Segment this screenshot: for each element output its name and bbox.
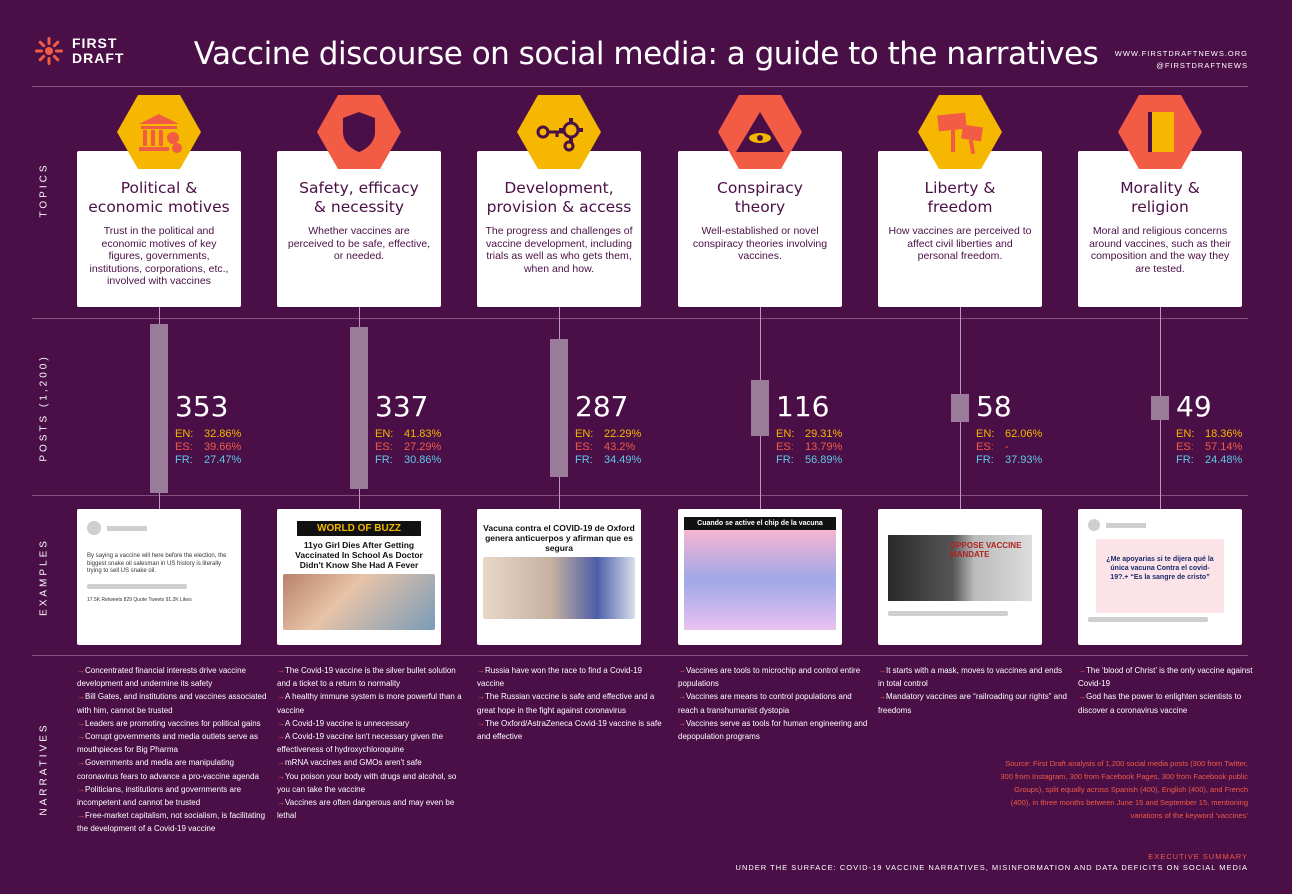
posts-bar bbox=[550, 339, 568, 476]
narrative-text: The Oxford/AstraZeneca Covid-19 vaccine is safe and effective bbox=[477, 718, 662, 742]
sign-text: OPPOSE VACCINE MANDATE bbox=[950, 541, 1022, 559]
topic-title-line-2: theory bbox=[734, 198, 786, 216]
site-links bbox=[1115, 48, 1248, 72]
narrative-item bbox=[77, 717, 267, 730]
narrative-item bbox=[477, 690, 667, 716]
lang-value-en: 22.29% bbox=[604, 428, 642, 440]
arrow-icon: → bbox=[77, 758, 85, 768]
lang-row-es bbox=[976, 441, 1042, 454]
posts-bar bbox=[150, 324, 168, 493]
tweet-header bbox=[77, 509, 241, 539]
arrow-icon: → bbox=[277, 758, 285, 768]
topic-description: Whether vaccines are perceived to be safe, effective, or needed. bbox=[287, 225, 431, 262]
article-headline: 11yo Girl Dies After Getting Vaccinated In School As Doctor Didn't Know She Had A Fever bbox=[295, 540, 423, 570]
narrative-text: Vaccines are means to control populations and reach a transhumanist dystopia bbox=[678, 692, 852, 715]
lang-value-fr: 24.48% bbox=[1205, 454, 1243, 466]
narratives-list bbox=[878, 664, 1068, 717]
language-split bbox=[976, 428, 1042, 467]
narrative-text: Russia have won the race to find a Covid-19 vaccine bbox=[477, 666, 642, 689]
narrative-item bbox=[77, 756, 267, 782]
avatar bbox=[87, 521, 101, 535]
lang-row-es bbox=[1176, 441, 1242, 454]
site-url[interactable]: WWW.FIRSTDRAFTNEWS.ORG bbox=[1114, 49, 1248, 58]
narrative-item bbox=[277, 664, 467, 690]
avatar bbox=[1088, 519, 1100, 531]
topic-card bbox=[477, 151, 641, 307]
narrative-text: Concentrated financial interests drive vaccine development and undermine its safety bbox=[77, 666, 246, 689]
topic-title bbox=[285, 179, 433, 217]
narrative-text: The ‘blood of Christ’ is the only vaccine against Covid-19 bbox=[1078, 666, 1253, 689]
article-headline: Vacuna contra el COVID-19 de Oxford genera anticuerpos y afirman que es segura bbox=[483, 523, 635, 553]
lang-row-es bbox=[175, 441, 241, 454]
meme-image bbox=[1096, 539, 1224, 613]
lang-row-fr bbox=[776, 454, 842, 467]
protest-photo bbox=[888, 535, 1032, 601]
lang-key-en: EN: bbox=[375, 428, 394, 440]
narrative-item bbox=[878, 664, 1068, 690]
arrow-icon: → bbox=[77, 666, 85, 675]
topic-title-line-2: economic motives bbox=[88, 198, 230, 216]
topic-title-line-1: Political & bbox=[120, 179, 198, 197]
vaccine-photo bbox=[483, 557, 635, 619]
page-title: Vaccine discourse on social media: a guide to the narratives bbox=[193, 36, 1099, 72]
lang-value-en: 29.31% bbox=[805, 428, 843, 440]
lang-key-en: EN: bbox=[776, 428, 795, 440]
narrative-text: Leaders are promoting vaccines for political gains bbox=[85, 718, 261, 728]
example-post-card[interactable] bbox=[277, 509, 441, 645]
footer-report-title: UNDER THE SURFACE: COVID-19 VACCINE NARRATIVES, MISINFORMATION AND DATA DEFICITS ON SOCIAL MEDIA bbox=[735, 863, 1248, 872]
arrow-icon: → bbox=[1078, 692, 1086, 702]
lang-value-es: 13.79% bbox=[805, 441, 843, 453]
example-post-card[interactable] bbox=[1078, 509, 1242, 645]
topic-card bbox=[1078, 151, 1242, 307]
lang-key-fr: FR: bbox=[175, 454, 193, 466]
topic-title bbox=[886, 179, 1034, 217]
lang-value-fr: 34.49% bbox=[604, 454, 642, 466]
lang-value-en: 62.06% bbox=[1005, 428, 1043, 440]
arrow-icon: → bbox=[477, 666, 485, 675]
blurred-meta bbox=[888, 611, 1008, 616]
lang-value-en: 18.36% bbox=[1205, 428, 1243, 440]
lang-value-fr: 37.93% bbox=[1005, 454, 1043, 466]
language-split bbox=[175, 428, 241, 467]
logo-line-2: DRAFT bbox=[72, 50, 125, 66]
lang-key-es: ES: bbox=[375, 441, 393, 453]
lang-value-es: - bbox=[1005, 441, 1009, 453]
arrow-icon: → bbox=[1078, 666, 1086, 675]
section-label-examples: EXAMPLES bbox=[38, 538, 50, 616]
topic-title bbox=[686, 179, 834, 217]
narratives-list bbox=[1078, 664, 1268, 717]
topic-title bbox=[1086, 179, 1234, 217]
posts-bar bbox=[951, 394, 969, 422]
narrative-text: God has the power to enlighten scientists to discover a coronavirus vaccine bbox=[1078, 692, 1242, 715]
narrative-text: Bill Gates, and institutions and vaccines associated with him, cannot be trusted bbox=[77, 692, 267, 715]
narrative-item bbox=[277, 770, 467, 796]
arrow-icon: → bbox=[678, 718, 686, 728]
topic-title-line-2: & necessity bbox=[313, 198, 405, 216]
arrow-icon: → bbox=[77, 718, 85, 728]
article-photo bbox=[283, 574, 435, 630]
site-handle[interactable]: @FIRSTDRAFTNEWS bbox=[1156, 61, 1248, 70]
narrative-text: Free-market capitalism, not socialism, is facilitating the development of a Covid-19 vaccine bbox=[77, 811, 266, 834]
lang-row-fr bbox=[175, 454, 241, 467]
posts-count: 49 bbox=[1176, 390, 1212, 423]
topic-title-line-2: freedom bbox=[927, 198, 993, 216]
example-post-card[interactable] bbox=[678, 509, 842, 645]
narrative-text: A healthy immune system is more powerful than a vaccine bbox=[277, 692, 462, 715]
lang-row-en bbox=[1176, 428, 1242, 441]
lang-value-es: 39.66% bbox=[204, 441, 242, 453]
topic-description: Trust in the political and economic motives of key figures, governments, institutions, corporations, etc., involved with vaccines bbox=[89, 225, 229, 287]
narrative-item bbox=[477, 717, 667, 743]
lang-row-en bbox=[175, 428, 241, 441]
narratives-list bbox=[678, 664, 868, 743]
narrative-text: A Covid-19 vaccine isn't necessary given the effectiveness of hydroxychloroquine bbox=[277, 732, 444, 755]
lang-key-en: EN: bbox=[976, 428, 995, 440]
lang-key-fr: FR: bbox=[575, 454, 593, 466]
lang-key-fr: FR: bbox=[1176, 454, 1194, 466]
arrow-icon: → bbox=[477, 718, 485, 728]
narrative-text: The Covid-19 vaccine is the silver bullet solution and a ticket to a return to normality bbox=[277, 666, 456, 689]
divider-top bbox=[32, 86, 1248, 87]
posts-count: 287 bbox=[575, 390, 629, 423]
source-note: Source: First Draft analysis of 1,200 social media posts (300 from Twitter, 300 from Instagram, 300 from Facebook Pages, 300 from Facebook public Groups), split equally across Spanish (400), English (400), and French (400), in three months between June 15 and September 15, mentioning variations of the keyword ‘vaccines’ bbox=[1000, 759, 1248, 820]
arrow-icon: → bbox=[878, 692, 886, 702]
lang-value-en: 32.86% bbox=[204, 428, 242, 440]
posts-count: 58 bbox=[976, 390, 1012, 423]
example-post-card[interactable] bbox=[878, 509, 1042, 645]
topic-title bbox=[85, 179, 233, 217]
post-header bbox=[1078, 509, 1242, 535]
language-split bbox=[776, 428, 842, 467]
posts-count: 116 bbox=[776, 390, 830, 423]
blurred-handle bbox=[1106, 523, 1146, 528]
topic-title-line-1: Safety, efficacy bbox=[299, 179, 419, 197]
narrative-item bbox=[678, 690, 868, 716]
topic-card bbox=[878, 151, 1042, 307]
narrative-text: A Covid-19 vaccine is unnecessary bbox=[285, 718, 410, 728]
tweet-stats: 17.5K Retweets 829 Quote Tweets 91.2K Likes bbox=[87, 596, 192, 603]
lang-row-es bbox=[375, 441, 441, 454]
logo-line-1: FIRST bbox=[72, 35, 118, 51]
language-split bbox=[375, 428, 441, 467]
lang-value-es: 43.2% bbox=[604, 441, 636, 453]
lang-row-en bbox=[375, 428, 441, 441]
blurred-meta bbox=[1088, 617, 1208, 622]
narrative-text: Vaccines serve as tools for human engineering and depopulation programs bbox=[678, 718, 868, 742]
topic-description: Well-established or novel conspiracy theories involving vaccines. bbox=[692, 225, 828, 262]
narrative-item bbox=[277, 730, 467, 756]
lang-row-es bbox=[575, 441, 641, 454]
topic-title-line-2: provision & access bbox=[486, 198, 632, 216]
narrative-item bbox=[77, 783, 267, 809]
topic-card bbox=[77, 151, 241, 307]
blurred-handle bbox=[107, 526, 147, 531]
lang-key-es: ES: bbox=[575, 441, 593, 453]
narrative-item bbox=[77, 690, 267, 716]
narrative-text: You poison your body with drugs and alcohol, so you can take the vaccine bbox=[277, 771, 457, 794]
arrow-icon: → bbox=[477, 692, 485, 702]
meme-caption: ¿Me apoyarias si te dijera qué la única vacuna Contra el covid-19?.+ “Es la sangre de cristo” bbox=[1106, 556, 1214, 581]
example-post-card[interactable] bbox=[477, 509, 641, 645]
lang-value-en: 41.83% bbox=[404, 428, 442, 440]
narrative-item bbox=[77, 730, 267, 756]
blurred-meta bbox=[87, 584, 187, 589]
topic-description: How vaccines are perceived to affect civil liberties and personal freedom. bbox=[888, 225, 1032, 262]
lang-value-es: 57.14% bbox=[1205, 441, 1243, 453]
arrow-icon: → bbox=[277, 666, 285, 675]
meme-image bbox=[684, 530, 836, 630]
narrative-text: The Russian vaccine is safe and effective and a great hope in the fight against coronavirus bbox=[477, 692, 655, 715]
arrow-icon: → bbox=[77, 784, 85, 794]
narratives-list bbox=[77, 664, 267, 836]
language-split bbox=[1176, 428, 1242, 467]
topic-description: The progress and challenges of vaccine development, including trials as well as who gets them, when and how. bbox=[485, 225, 633, 275]
narrative-item bbox=[1078, 664, 1268, 690]
arrow-icon: → bbox=[277, 692, 285, 702]
arrow-icon: → bbox=[678, 666, 686, 675]
lang-value-fr: 30.86% bbox=[404, 454, 442, 466]
footer bbox=[736, 851, 1248, 873]
narratives-list bbox=[277, 664, 467, 822]
lang-row-fr bbox=[1176, 454, 1242, 467]
arrow-icon: → bbox=[277, 718, 285, 728]
topic-card bbox=[678, 151, 842, 307]
topic-title-line-1: Morality & bbox=[1120, 179, 1200, 197]
arrow-icon: → bbox=[77, 732, 85, 742]
lang-key-fr: FR: bbox=[375, 454, 393, 466]
lang-value-fr: 56.89% bbox=[805, 454, 843, 466]
topic-title-line-1: Development, bbox=[504, 179, 614, 197]
arrow-icon: → bbox=[277, 798, 285, 808]
lang-value-fr: 27.47% bbox=[204, 454, 242, 466]
narrative-item bbox=[678, 664, 868, 690]
narrative-item bbox=[277, 756, 467, 769]
narrative-item bbox=[477, 664, 667, 690]
section-label-topics: TOPICS bbox=[38, 162, 50, 218]
posts-bar bbox=[751, 380, 769, 436]
divider-examples bbox=[32, 655, 1248, 656]
narrative-item bbox=[277, 796, 467, 822]
example-post-card[interactable] bbox=[77, 509, 241, 645]
spacer bbox=[477, 509, 641, 523]
outlet-banner: WORLD OF BUZZ bbox=[297, 521, 421, 536]
narrative-item bbox=[77, 809, 267, 835]
posts-count: 353 bbox=[175, 390, 229, 423]
narrative-item bbox=[878, 690, 1068, 716]
arrow-icon: → bbox=[277, 771, 285, 781]
lang-row-es bbox=[776, 441, 842, 454]
narrative-item bbox=[277, 690, 467, 716]
arrow-icon: → bbox=[77, 692, 85, 702]
lang-row-fr bbox=[375, 454, 441, 467]
narrative-text: It starts with a mask, moves to vaccines and ends in total control bbox=[878, 666, 1063, 689]
lang-value-es: 27.29% bbox=[404, 441, 442, 453]
narrative-text: Politicians, institutions and governments are incompetent and cannot be trusted bbox=[77, 784, 242, 808]
narrative-text: Vaccines are tools to microchip and control entire populations bbox=[678, 666, 861, 689]
narrative-text: Mandatory vaccines are “railroading our rights” and freedoms bbox=[878, 692, 1067, 715]
arrow-icon: → bbox=[277, 732, 285, 742]
narrative-item bbox=[277, 717, 467, 730]
topic-title bbox=[485, 179, 633, 217]
topic-title-line-2: religion bbox=[1131, 198, 1189, 216]
topic-card bbox=[277, 151, 441, 307]
narrative-item bbox=[678, 717, 868, 743]
lang-key-fr: FR: bbox=[976, 454, 994, 466]
lang-row-en bbox=[976, 428, 1042, 441]
lang-key-es: ES: bbox=[175, 441, 193, 453]
narrative-text: mRNA vaccines and GMOs aren't safe bbox=[285, 758, 422, 768]
lang-row-fr bbox=[575, 454, 641, 467]
divider-topics bbox=[32, 318, 1248, 319]
arrow-icon: → bbox=[77, 811, 85, 821]
narrative-text: Vaccines are often dangerous and may even be lethal bbox=[277, 798, 455, 821]
topic-description: Moral and religious concerns around vaccines, such as their composition and the way they are tested. bbox=[1089, 225, 1231, 275]
narrative-item bbox=[77, 664, 267, 690]
posts-count: 337 bbox=[375, 390, 429, 423]
tweet-text: By saying a vaccine will here before the election, the biggest snake oil salesman in US history is literally trying to sell US snake oil. bbox=[87, 553, 227, 574]
narrative-text: Corrupt governments and media outlets serve as mouthpieces for Big Pharma bbox=[77, 732, 258, 755]
lang-key-fr: FR: bbox=[776, 454, 794, 466]
lang-key-en: EN: bbox=[1176, 428, 1195, 440]
posts-bar bbox=[350, 327, 368, 488]
lang-row-en bbox=[776, 428, 842, 441]
language-split bbox=[575, 428, 641, 467]
lang-key-en: EN: bbox=[175, 428, 194, 440]
narrative-text: Governments and media are manipulating coronavirus fears to advance a pro-vaccine agenda bbox=[77, 758, 259, 781]
posts-bar bbox=[1151, 396, 1169, 419]
divider-posts bbox=[32, 495, 1248, 496]
lang-row-en bbox=[575, 428, 641, 441]
lang-key-en: EN: bbox=[575, 428, 594, 440]
lang-key-es: ES: bbox=[1176, 441, 1194, 453]
section-label-posts: POSTS (1,200) bbox=[38, 354, 50, 462]
footer-exec-summary: EXECUTIVE SUMMARY bbox=[1148, 852, 1248, 861]
section-label-narratives: NARRATIVES bbox=[38, 722, 50, 816]
arrow-icon: → bbox=[878, 666, 886, 675]
narrative-item bbox=[1078, 690, 1268, 716]
lang-key-es: ES: bbox=[976, 441, 994, 453]
arrow-icon: → bbox=[678, 692, 686, 702]
narratives-list bbox=[477, 664, 667, 743]
topic-title-line-1: Conspiracy bbox=[717, 179, 803, 197]
topic-title-line-1: Liberty & bbox=[924, 179, 996, 197]
lang-key-es: ES: bbox=[776, 441, 794, 453]
meme-caption: Cuando se active el chip de la vacuna bbox=[684, 517, 836, 530]
lang-row-fr bbox=[976, 454, 1042, 467]
